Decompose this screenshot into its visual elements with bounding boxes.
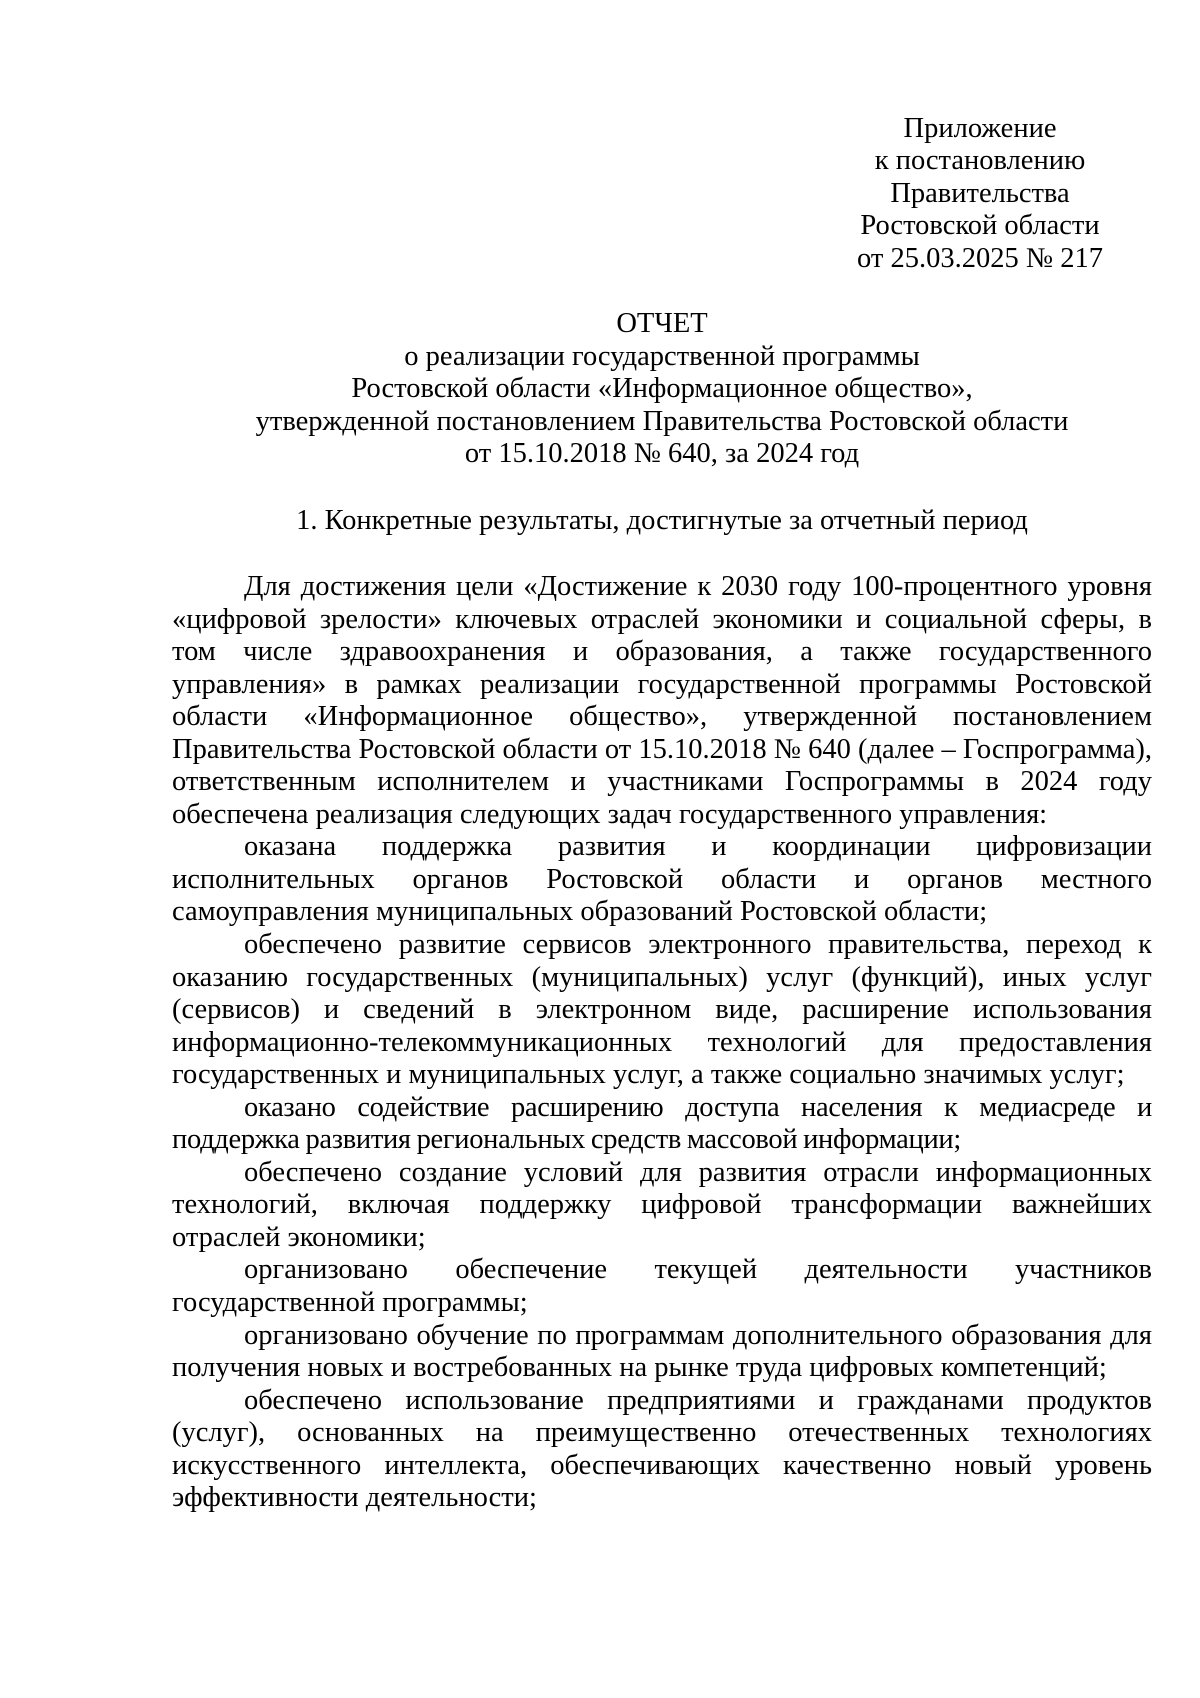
body-paragraph: организовано обучение по программам дополнительного образования для получения новых и востребованных на рынке труда цифровых компетенций;	[172, 1319, 1152, 1384]
document-subtitle-line: о реализации государственной программы	[404, 340, 920, 372]
body-paragraph: оказана поддержка развития и координации цифровизации исполнительных органов Ростовской области и органов местного самоуправления муниципальных образований Ростовской области;	[172, 831, 1152, 928]
appendix-block	[820, 113, 1140, 275]
appendix-line: Ростовской области	[860, 210, 1100, 242]
body-paragraph: обеспечено использование предприятиями и гражданами продуктов (услуг), основанных на преимущественно отечественных технологиях искусственного интеллекта, обеспечивающих качественно новый уровень эффективности деятельности;	[172, 1384, 1152, 1514]
document-subtitle-line: утвержденной постановлением Правительства Ростовской области	[255, 405, 1069, 437]
body-paragraph: обеспечено создание условий для развития отрасли информационных технологий, включая поддержку цифровой трансформации важнейших отраслей экономики;	[172, 1156, 1152, 1253]
appendix-line: Приложение	[903, 113, 1057, 144]
body-paragraph: обеспечено развитие сервисов электронного правительства, переход к оказанию государственных (муниципальных) услуг (функций), иных услуг (сервисов) и сведений в электронном виде, расширение использования информационно-телекоммуникационных технологий для предоставления государственных и муниципальных услуг, а также социально значимых услуг;	[172, 929, 1152, 1091]
document-body	[172, 571, 1152, 1515]
body-paragraph: оказано содействие расширению доступа населения к медиасреде и поддержка развития региональных средств массовой информации;	[172, 1091, 1152, 1156]
section-heading: 1. Конкретные результаты, достигнутые за отчетный период	[296, 505, 1028, 536]
document-title-block	[172, 308, 1152, 471]
appendix-line: от 25.03.2025 № 217	[857, 242, 1103, 274]
document-subtitle-line: от 15.10.2018 № 640, за 2024 год	[464, 438, 860, 470]
body-paragraph: организовано обеспечение текущей деятельности участников государственной программы;	[172, 1254, 1152, 1319]
body-paragraph: Для достижения цели «Достижение к 2030 году 100-процентного уровня «цифровой зрелости» ключевых отраслей экономики и социальной сферы, в том числе здравоохранения и образования, а также государственного управления» в рамках реализации государственной программы Ростовской области «Информационное общество», утвержденной постановлением Правительства Ростовской области от 15.10.2018 № 640 (далее – Госпрограмма), ответственным исполнителем и участниками Госпрограммы в 2024 году обеспечена реализация следующих задач государственного управления:	[172, 571, 1152, 830]
appendix-line: Правительства	[890, 177, 1070, 209]
appendix-line: к постановлению	[874, 145, 1086, 177]
document-subtitle-line: Ростовской области «Информационное общество»,	[351, 373, 973, 405]
document-title: ОТЧЕТ	[616, 308, 708, 339]
